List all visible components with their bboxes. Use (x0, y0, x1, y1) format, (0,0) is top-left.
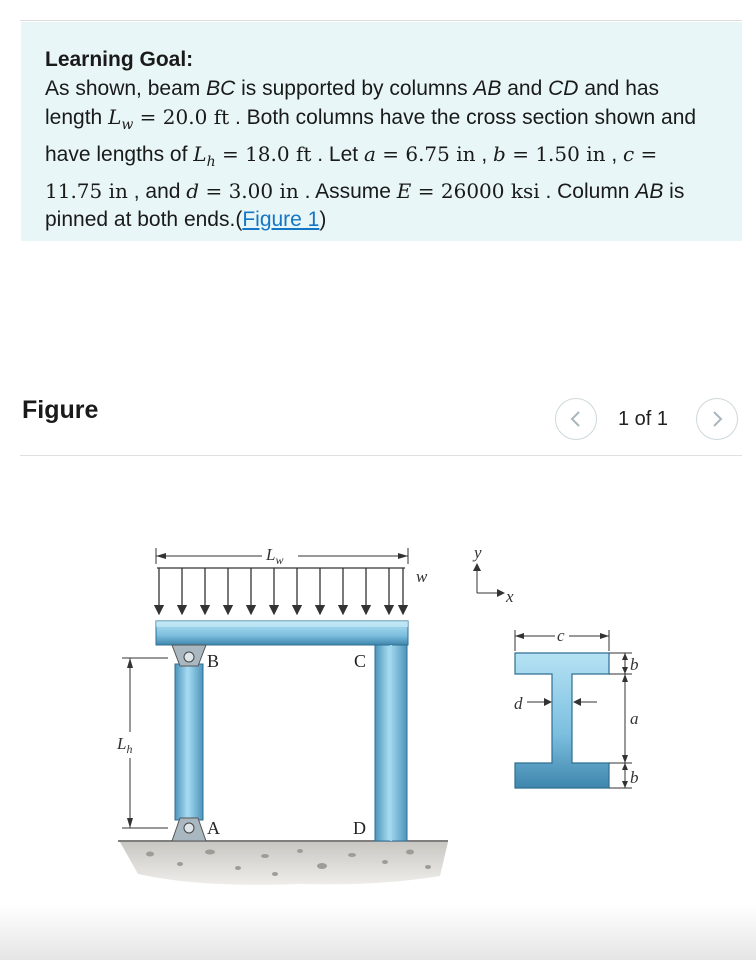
dim-c-arrow-right (600, 633, 609, 639)
goal-text-7: , and (127, 179, 187, 203)
lh-label: $L_h$ (117, 734, 133, 756)
label-a: A (207, 818, 220, 838)
goal-text-2: is supported by columns (235, 76, 474, 100)
beam-highlight (156, 621, 408, 627)
a-value: = 6.75 in (375, 141, 476, 166)
load-arrows (159, 568, 403, 614)
frame-figure (0, 456, 756, 905)
lh-symbol: L (193, 141, 207, 166)
learning-goal-title: Learning Goal: (45, 48, 194, 71)
lh-value: = 18.0 ft (215, 141, 312, 166)
beam-name: BC (206, 76, 236, 100)
goal-text-4: and has length (45, 76, 660, 130)
learning-goal-text (45, 75, 718, 235)
paren-open: ( (235, 208, 243, 232)
cross-section (515, 653, 609, 788)
column-3-name: AB (635, 179, 664, 203)
dim-c-arrow-left (515, 633, 524, 639)
goal-text-3: and (501, 76, 549, 100)
e-symbol: E (396, 178, 412, 203)
c-value: = 11.75 in (45, 141, 658, 203)
comma-1: , (475, 142, 494, 166)
lh-subscript: h (206, 154, 216, 171)
lw-arrow-left (156, 553, 166, 559)
b-value: = 1.50 in (505, 141, 606, 166)
top-divider (20, 20, 742, 21)
axis-y-label: y (474, 543, 482, 562)
lw-value: = 20.0 ft (133, 105, 230, 130)
comma-2: , (605, 142, 623, 166)
dim-b-top-label: b (630, 655, 639, 674)
e-value: = 26000 ksi (411, 178, 540, 203)
axis-x-label: x (506, 587, 514, 606)
lw-arrow-right (398, 553, 408, 559)
column-1-name: AB (473, 76, 502, 100)
bottom-fade (0, 905, 756, 960)
d-value: = 3.00 in (199, 178, 299, 203)
label-b: B (207, 651, 220, 671)
pin-b-bolt (184, 652, 194, 662)
ground (120, 842, 448, 885)
lh-arrow-top (127, 658, 133, 668)
dim-b-bottom-label: b (630, 768, 639, 787)
label-c: C (354, 651, 367, 671)
goal-text-6: . Let (311, 142, 364, 166)
goal-text-5: . Both columns have the cross section shown and have lengths of (45, 106, 697, 166)
lh-arrow-bottom (127, 818, 133, 828)
goal-text-8: . Assume (298, 179, 397, 203)
column-2-name: CD (548, 76, 579, 100)
paren-close: ) (319, 208, 327, 232)
lw-label: $L_w$ (266, 545, 284, 567)
goal-text-9: . Column (539, 179, 636, 203)
next-figure-button[interactable] (696, 398, 738, 440)
load-w-label: w (416, 567, 428, 586)
dim-a-label: a (630, 709, 639, 728)
c-symbol: c (623, 141, 635, 166)
learning-goal-box (21, 22, 742, 241)
goal-text-10: is pinned at both ends. (45, 179, 685, 232)
pin-a-bolt (184, 823, 194, 833)
goal-text-1: As shown, beam (45, 76, 207, 100)
label-d: D (353, 818, 366, 838)
page-indicator: 1 of 1 (618, 408, 669, 430)
figure-link[interactable]: Figure 1 (242, 208, 320, 232)
dim-c-label: c (557, 626, 565, 645)
figure-heading: Figure (22, 396, 99, 424)
lw-symbol: L (108, 105, 122, 130)
d-symbol: d (186, 178, 200, 203)
previous-figure-button[interactable] (555, 398, 597, 440)
b-symbol: b (493, 141, 506, 166)
dim-d-label: d (514, 694, 523, 713)
chevron-left-icon (569, 409, 583, 429)
lw-subscript: w (121, 117, 134, 134)
a-symbol: a (363, 141, 376, 166)
chevron-right-icon (710, 409, 724, 429)
